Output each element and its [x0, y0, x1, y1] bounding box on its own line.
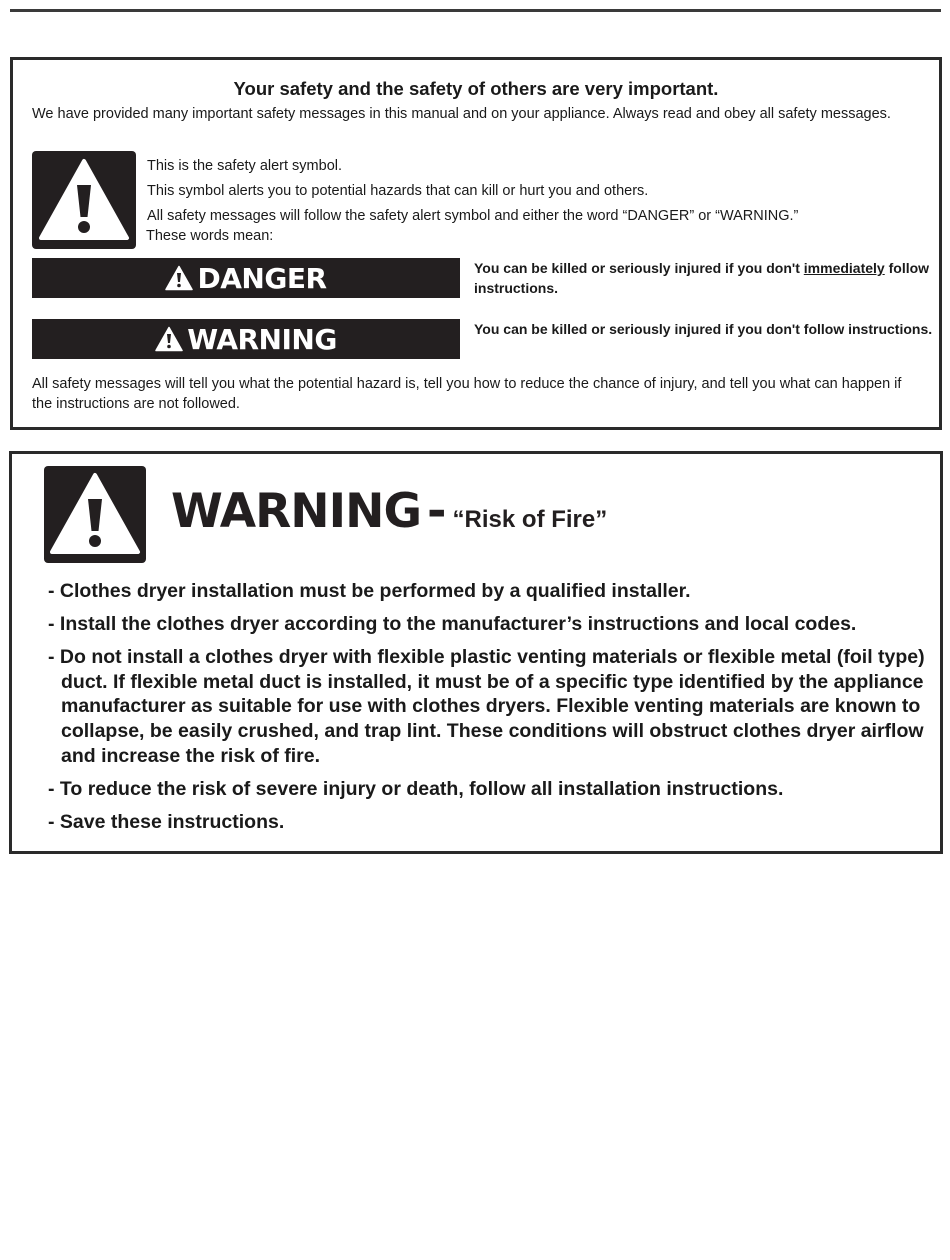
fire-heading-word: WARNING [171, 484, 422, 539]
fire-heading-subtitle: “Risk of Fire” [452, 506, 608, 533]
list-item: - Do not install a clothes dryer with flexible plastic venting materials or flexible metal (foil type) duct. If flexible metal duct is installed, it must be of a specific type identified by the appliance manufacturer as suitable for use with clothes dryers. Flexible venting materials are known to collapse, be easily crushed, and trap lint. These conditions will obstruct clothes dryer airflow and increase the risk of fire. [48, 646, 925, 767]
list-item: - Install the clothes dryer according to the manufacturer’s instructions and local codes. [48, 613, 857, 636]
warning-word: WARNING [187, 322, 337, 356]
warning-triangle-icon [44, 466, 146, 563]
warning-banner [32, 319, 460, 359]
warning-triangle-icon [155, 326, 183, 352]
fire-warning-heading [171, 484, 607, 539]
danger-banner [32, 258, 460, 298]
alert-line-hazards: This symbol alerts you to potential hazards that can kill or hurt you and others. [147, 183, 649, 199]
danger-description [474, 259, 934, 298]
safety-title: Your safety and the safety of others are very important. [233, 78, 719, 99]
list-item: - Save these instructions. [48, 810, 285, 833]
warning-triangle-icon [165, 265, 193, 291]
safety-intro: We have provided many important safety messages in this manual and on your appliance. Always read and obey all safety messages. [32, 106, 891, 122]
danger-text-after: follow instructions. [474, 260, 930, 296]
alert-line-mean: These words mean: [146, 228, 274, 244]
fire-warning-list [48, 579, 928, 843]
danger-text-before: You can be killed or seriously injured if you don't [474, 260, 804, 276]
danger-word: DANGER [197, 261, 327, 295]
top-rule [10, 9, 941, 12]
warning-triangle-icon [32, 151, 136, 249]
danger-text-emphasis: immediately [803, 260, 885, 276]
fire-heading-dash: - [427, 484, 447, 539]
alert-line-symbol: This is the safety alert symbol. [147, 158, 343, 174]
alert-line-words: All safety messages will follow the safety alert symbol and either the word “DANGER” or “WARNING.” [147, 208, 799, 224]
safety-info-box [10, 57, 942, 430]
list-item: - Clothes dryer installation must be performed by a qualified installer. [48, 580, 691, 602]
list-item: - To reduce the risk of severe injury or death, follow all installation instructions. [48, 777, 784, 800]
fire-warning-box [9, 451, 943, 854]
safety-footer: All safety messages will tell you what the potential hazard is, tell you how to reduce the chance of injury, and tell you what can happen if the instructions are not followed. [32, 376, 902, 412]
warning-description: You can be killed or seriously injured if you don't follow instructions. [474, 321, 933, 337]
